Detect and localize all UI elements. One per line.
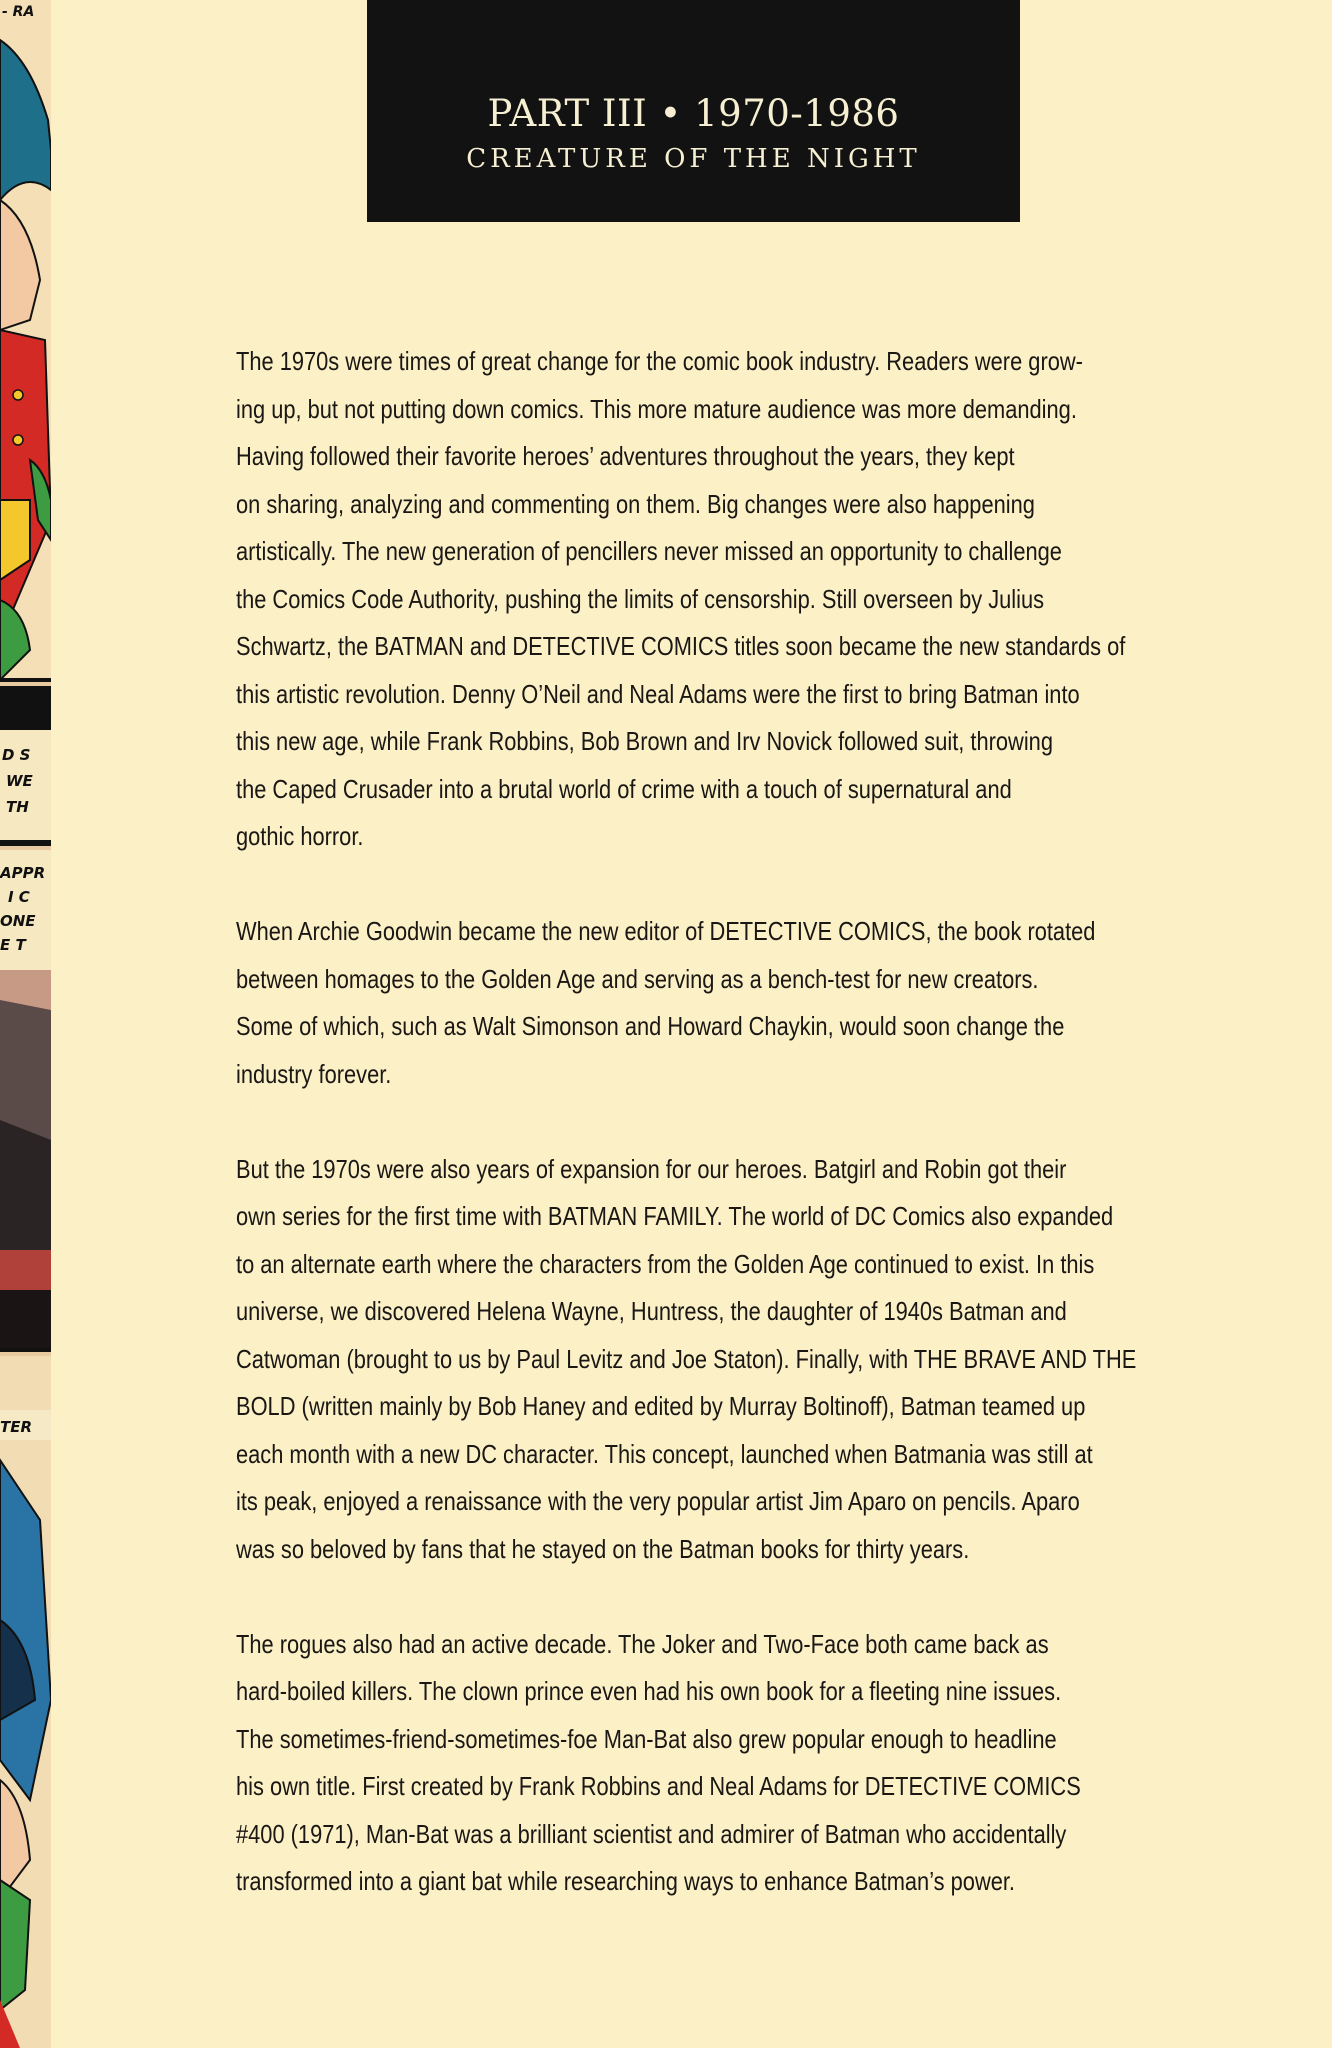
paragraph	[236, 338, 1156, 861]
comic-lettering-text: WE	[6, 772, 33, 790]
text-line: Some of which, such as Walt Simonson and Howard Chaykin, would soon change the	[236, 1011, 1065, 1041]
text-line: The 1970s were times of great change for the comic book industry. Readers were grow-	[236, 346, 1083, 376]
text-line: gothic horror.	[236, 821, 364, 851]
text-line: its peak, enjoyed a renaissance with the very popular artist Jim Aparo on pencils. Aparo	[236, 1486, 1080, 1516]
body-text	[236, 338, 1156, 1953]
comic-lettering-text: TH	[6, 798, 29, 816]
text-line: to an alternate earth where the characters from the Golden Age continued to exist. In this	[236, 1248, 1095, 1279]
comic-lettering-text: E T	[0, 936, 26, 954]
text-line: each month with a new DC character. This concept, launched when Batmania was still at	[236, 1438, 1093, 1469]
comic-lettering-text: TER	[0, 1418, 33, 1436]
comic-lettering-text: I C	[8, 888, 30, 906]
comic-art-strip	[0, 0, 51, 2048]
text-line: the Comics Code Authority, pushing the limits of censorship. Still overseen by Julius	[236, 583, 1045, 614]
text-line: The sometimes-friend-sometimes-foe Man-Bat also grew popular enough to headline	[236, 1723, 1057, 1754]
text-line: on sharing, analyzing and commenting on them. Big changes were also happening	[236, 488, 1035, 519]
text-line: industry forever.	[236, 1058, 392, 1089]
comic-panel-illustration	[0, 0, 51, 2048]
comic-lettering-text: APPR	[0, 864, 46, 882]
text-line: #400 (1971), Man-Bat was a brilliant scientist and admirer of Batman who accidentally	[236, 1818, 1067, 1849]
text-line: hard-boiled killers. The clown prince even had his own book for a fleeting nine issues.	[236, 1676, 1062, 1706]
paragraph	[236, 1146, 1156, 1574]
text-line: Schwartz, the BATMAN and DETECTIVE COMICS titles soon became the new standards of	[236, 631, 1126, 661]
text-line: When Archie Goodwin became the new editor of DETECTIVE COMICS, the book rotated	[236, 916, 1096, 946]
chapter-header	[367, 0, 1020, 222]
paragraph	[236, 908, 1156, 1098]
text-line: his own title. First created by Frank Robbins and Neal Adams for DETECTIVE COMICS	[236, 1771, 1081, 1801]
text-line: BOLD (written mainly by Bob Haney and edited by Murray Boltinoff), Batman teamed up	[236, 1391, 1086, 1421]
text-line: the Caped Crusader into a brutal world of crime with a touch of supernatural and	[236, 773, 1012, 804]
text-line: transformed into a giant bat while researching ways to enhance Batman’s power.	[236, 1866, 1016, 1896]
text-line: this new age, while Frank Robbins, Bob Brown and Irv Novick followed suit, throwing	[236, 726, 1053, 756]
comic-lettering-text: ONE	[0, 912, 36, 930]
text-line: universe, we discovered Helena Wayne, Huntress, the daughter of 1940s Batman and	[236, 1296, 1067, 1326]
text-line: But the 1970s were also years of expansion for our heroes. Batgirl and Robin got their	[236, 1153, 1067, 1184]
text-line: between homages to the Golden Age and serving as a bench-test for new creators.	[236, 963, 1039, 994]
text-line: The rogues also had an active decade. The Joker and Two-Face both came back as	[236, 1628, 1049, 1659]
paragraph	[236, 1621, 1156, 1906]
text-line: this artistic revolution. Denny O’Neil and Neal Adams were the first to bring Batman into	[236, 678, 1080, 709]
text-line: Having followed their favorite heroes’ adventures throughout the years, they kept	[236, 441, 1015, 471]
text-line: Catwoman (brought to us by Paul Levitz and Joe Staton). Finally, with THE BRAVE AND THE	[236, 1343, 1137, 1374]
comic-lettering-text: - RA	[2, 4, 35, 20]
text-line: was so beloved by fans that he stayed on the Batman books for thirty years.	[236, 1533, 970, 1564]
text-line: artistically. The new generation of pencillers never missed an opportunity to challenge	[236, 536, 1062, 566]
comic-lettering-text: D S	[2, 746, 31, 764]
text-line: own series for the first time with BATMAN FAMILY. The world of DC Comics also expanded	[236, 1201, 1114, 1231]
text-line: ing up, but not putting down comics. This more mature audience was more demanding.	[236, 393, 1077, 424]
part-title: PART III • 1970-1986	[487, 92, 900, 135]
chapter-subtitle: CREATURE OF THE NIGHT	[466, 144, 921, 174]
